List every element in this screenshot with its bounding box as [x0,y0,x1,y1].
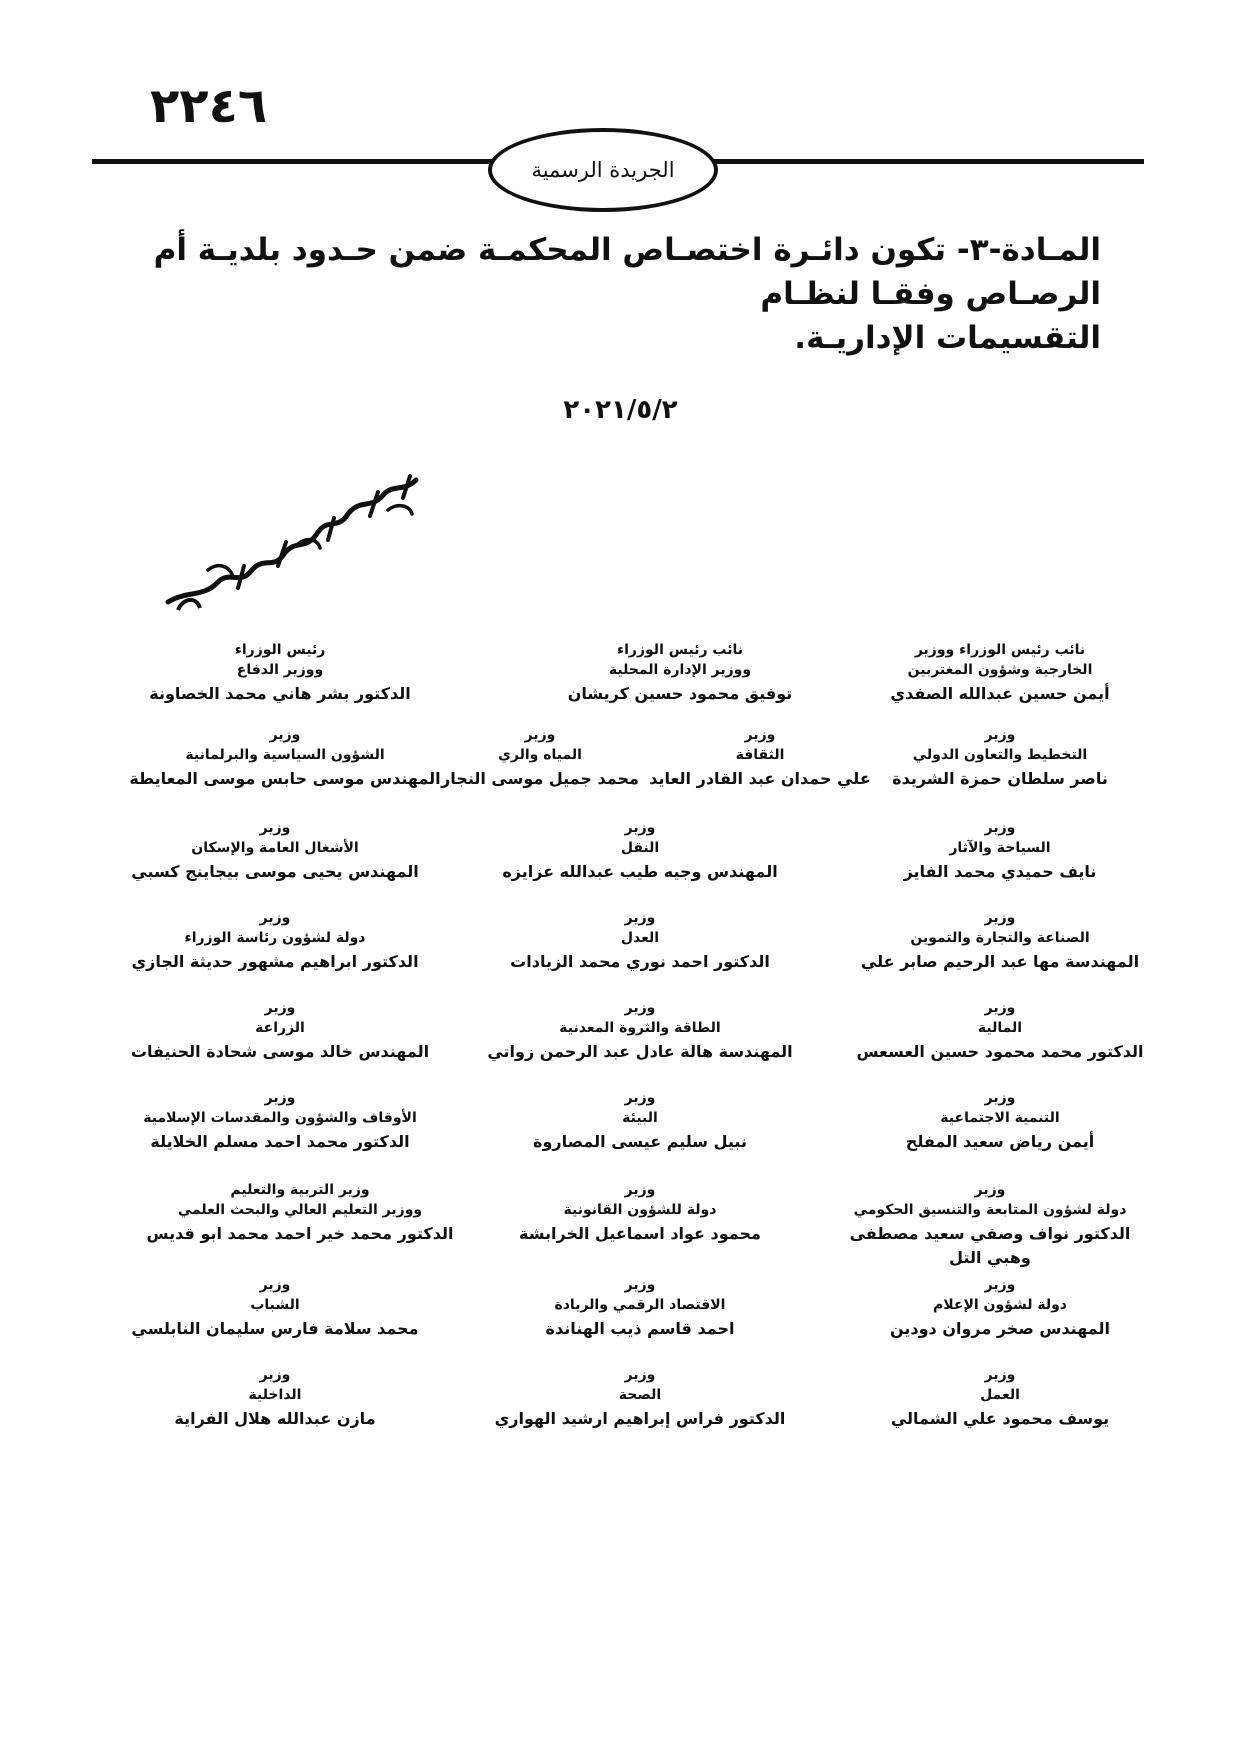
decree-date: ٢٠٢١/٥/٢ [563,395,678,425]
minister-name: توفيق محمود حسين كريشان [567,684,793,703]
minister-title-line-1: وزير [269,727,301,743]
minister-title-line-1: وزير [984,1277,1016,1293]
minister-title-line-1: وزير [624,1182,656,1198]
minister-title-line-1: رئيس الوزراء [234,642,326,658]
minister-name: المهندسة مها عبد الرحيم صابر علي [860,952,1140,971]
minister-block [110,1365,440,1431]
minister-block [475,998,805,1064]
minister-title-line-1: وزير [624,1090,656,1106]
minister-block [135,1180,465,1246]
minister-title-line-2: الاقتصاد الرقمي والريادة [554,1297,726,1313]
minister-name: محمود عواد اسماعيل الخرابشة [519,1224,761,1243]
minister-name: علي حمدان عبد القادر العايد [649,769,871,788]
page-number: ٢٢٤٦ [150,78,268,134]
minister-title-line-1: وزير [264,1090,296,1106]
minister-block [835,1365,1165,1431]
minister-name: المهندس وجيه طيب عبدالله عزايزه [502,862,778,881]
minister-title-line-2: ووزير الدفاع [236,662,324,678]
minister-name: المهندس يحيى موسى بيجاينج كسبي [131,862,419,881]
minister-title-line-1: وزير [984,910,1016,926]
gazette-oval [488,128,718,212]
minister-name: الدكتور محمد احمد مسلم الخلايلة [150,1132,410,1151]
minister-block [475,1365,805,1431]
minister-title-line-2: النقل [620,840,660,856]
minister-block [515,640,845,706]
minister-block [835,1275,1165,1341]
minister-title-line-1: وزير [744,727,776,743]
minister-block [110,818,440,884]
minister-title-line-2: ووزير الإدارة المحلية [608,662,752,678]
minister-block [115,1088,445,1154]
minister-title-line-2: الصحة [618,1387,662,1403]
minister-title-line-1: وزير [624,910,656,926]
king-signature [148,470,448,620]
minister-title-line-2: دولة للشؤون القانونية [563,1202,717,1218]
minister-title-line-1: وزير [259,1367,291,1383]
minister-title-line-2: دولة لشؤون المتابعة والتنسيق الحكومي [853,1202,1127,1218]
gazette-name: الجريدة الرسمية [531,158,675,182]
minister-title-line-2: الخارجية وشؤون المغتربين [907,662,1093,678]
minister-block [115,998,445,1064]
minister-title-line-1: وزير [984,1367,1016,1383]
minister-title-line-1: وزير [624,820,656,836]
minister-title-line-2: المالية [977,1020,1023,1036]
minister-title-line-2: الزراعة [255,1020,305,1036]
article-line-2: التقسيمات الإداريـة. [794,320,1101,356]
minister-name: الدكتور نواف وصفي سعيد مصطفى وهبي التل [849,1224,1131,1267]
minister-title-line-2: الشؤون السياسية والبرلمانية [185,747,385,763]
minister-title-line-2: الداخلية [248,1387,302,1403]
minister-name: الدكتور ابراهيم مشهور حديثة الجازي [131,952,419,971]
minister-name: أيمن رياض سعيد المفلح [905,1132,1095,1151]
minister-title-line-1: وزير [984,1000,1016,1016]
minister-title-line-2: الصناعة والتجارة والتموين [910,930,1090,946]
minister-name: احمد قاسم ذيب الهناندة [545,1319,735,1338]
minister-name: مازن عبدالله هلال الفراية [174,1409,376,1428]
minister-title-line-2: دولة لشؤون الإعلام [933,1297,1067,1313]
minister-block [835,908,1165,974]
minister-title-line-2: السياحة والآثار [949,840,1051,856]
minister-block [110,908,440,974]
minister-block [475,1088,805,1154]
minister-block [475,1180,805,1246]
minister-block [825,1180,1155,1270]
minister-block [475,908,805,974]
minister-title-line-2: دولة لشؤون رئاسة الوزراء [184,930,366,946]
minister-title-line-1: نائب رئيس الوزراء [616,642,744,658]
minister-block [835,998,1165,1064]
minister-name: محمد جميل موسى النجار [441,769,639,788]
minister-title-line-1: وزير [264,1000,296,1016]
minister-name: الدكتور محمد خير احمد محمد ابو قديس [146,1224,454,1243]
minister-block [475,818,805,884]
minister-name: نبيل سليم عيسى المصاروة [533,1132,747,1151]
minister-title-line-1: وزير [984,727,1016,743]
minister-title-line-2: البيئة [622,1110,658,1126]
minister-title-line-1: وزير [524,727,556,743]
article-line-1: المـادة-٣- تكون دائـرة اختصـاص المحكمـة ضمن حـدود بلديـة أم الرصـاص وفقـا لنظـام [153,232,1101,312]
minister-title-line-2: الثقافة [735,747,785,763]
minister-block [835,640,1165,706]
minister-title-line-2: الشباب [250,1297,300,1313]
minister-name: المهندس صخر مروان دودين [889,1319,1110,1338]
minister-title-line-2: التخطيط والتعاون الدولي [912,747,1088,763]
minister-title-line-1: وزير [984,820,1016,836]
minister-name: الدكتور بشر هاني محمد الخصاونة [149,684,411,703]
minister-title-line-2: العمل [980,1387,1020,1403]
minister-block [115,640,445,706]
minister-title-line-2: الأشغال العامة والإسكان [191,840,359,856]
minister-name: المهندس خالد موسى شحادة الحنيفات [130,1042,430,1061]
minister-title-line-1: وزير [259,820,291,836]
minister-name: المهندسة هالة عادل عبد الرحمن زواتي [487,1042,793,1061]
minister-name: أيمن حسين عبدالله الصفدي [890,684,1110,703]
minister-title-line-1: وزير [259,910,291,926]
minister-title-line-1: وزير [974,1182,1006,1198]
minister-title-line-1: وزير [624,1367,656,1383]
minister-title-line-1: وزير [259,1277,291,1293]
minister-title-line-1: وزير [984,1090,1016,1106]
minister-block [835,1088,1165,1154]
article-text [101,228,1101,360]
minister-name: يوسف محمود علي الشمالي [890,1409,1110,1428]
minister-title-line-2: الأوقاف والشؤون والمقدسات الإسلامية [143,1110,417,1126]
minister-title-line-2: المياه والري [498,747,582,763]
minister-name: الدكتور احمد نوري محمد الزيادات [510,952,770,971]
minister-name: محمد سلامة فارس سليمان النابلسي [131,1319,419,1338]
minister-name: نايف حميدي محمد الفايز [903,862,1097,881]
minister-title-line-2: العدل [620,930,660,946]
minister-block [110,1275,440,1341]
minister-name: المهندس موسى حابس موسى المعايطة [129,769,441,788]
minister-title-line-1: وزير [624,1277,656,1293]
minister-block [120,725,450,791]
minister-title-line-2: التنمية الاجتماعية [940,1110,1060,1126]
minister-block [475,1275,805,1341]
minister-title-line-2: ووزير التعليم العالي والبحث العلمي [177,1202,423,1218]
minister-name: ناصر سلطان حمزة الشريدة [892,769,1108,788]
minister-title-line-1: وزير [624,1000,656,1016]
minister-title-line-1: نائب رئيس الوزراء ووزير [914,642,1086,658]
minister-title-line-2: الطاقة والثروة المعدنية [559,1020,721,1036]
minister-title-line-1: وزير التربية والتعليم [230,1182,370,1198]
minister-name: الدكتور فراس إبراهيم ارشيد الهواري [494,1409,786,1428]
minister-name: الدكتور محمد محمود حسين العسعس [856,1042,1144,1061]
minister-block [835,818,1165,884]
